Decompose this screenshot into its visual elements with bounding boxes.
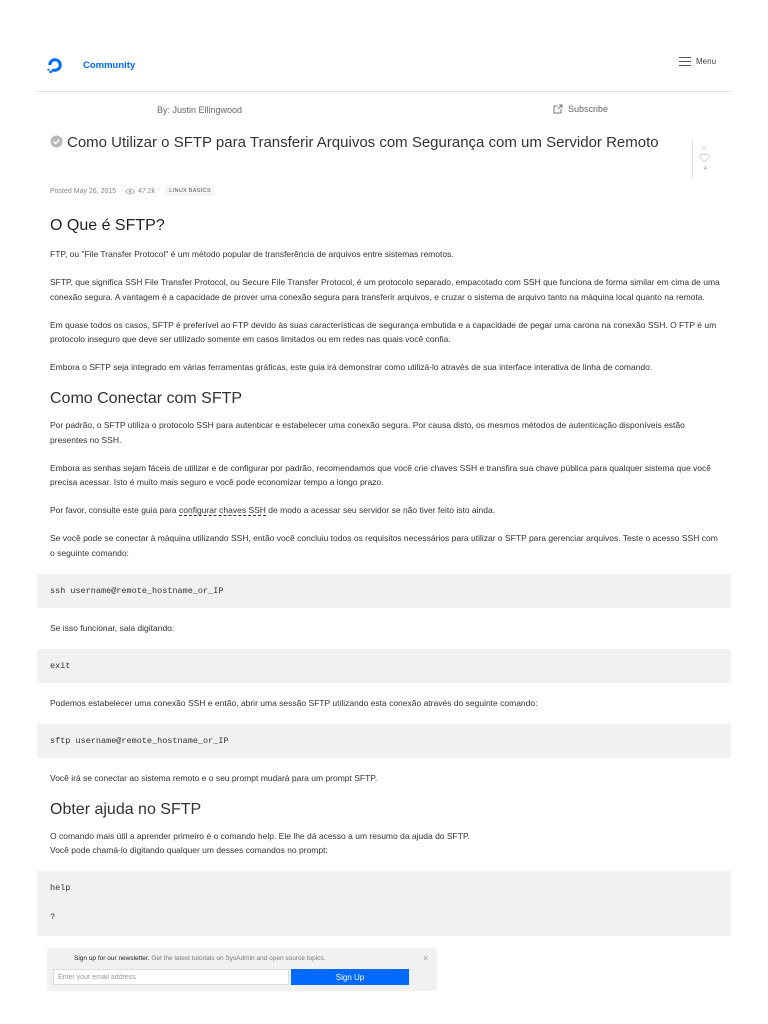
newsletter-lead: Sign up for our newsletter. <box>74 955 150 962</box>
newsletter-description: Get the latest tutorials on SysAdmin and open source topics. <box>151 955 326 962</box>
view-count <box>125 188 155 195</box>
top-nav <box>0 0 768 92</box>
hamburger-icon <box>679 57 691 66</box>
vote-column <box>692 140 712 178</box>
article-body <box>50 215 720 949</box>
sign-up-button[interactable]: Sign Up <box>291 969 409 985</box>
paragraph: Você irá se conectar ao sistema remoto e o seu prompt mudará para um prompt SFTP. <box>50 772 378 783</box>
posted-date: Posted May 26, 2015 <box>50 187 117 195</box>
subscribe-icon <box>553 104 563 114</box>
eye-icon <box>125 188 135 195</box>
nav-divider <box>37 91 731 92</box>
email-field[interactable] <box>53 969 289 985</box>
paragraph: SFTP, que significa SSH File Transfer Protocol, ou Secure File Transfer Protocol, é um protocolo separado, empacotado com SSH que funciona de forma similar em cima de uma conexão segura. A vantagem é a capacidade de prover uma conexão segura para transferir arquivos, e cruzar o sistema de arquivo tanto na máquina local quanto na remota. <box>50 277 720 302</box>
paragraph: Se você pode se conectar à máquina utilizando SSH, então você concluiu todos os requisitos necessários para utilizar o SFTP para gerenciar arquivos. Teste o acesso SSH com o seguinte comando: <box>50 533 718 558</box>
paragraph-text: de modo a acessar seu servidor se não tiver feito isto ainda. <box>265 505 496 515</box>
digitalocean-logo-icon[interactable] <box>46 56 64 74</box>
view-count-value: 47.2k <box>138 187 156 195</box>
ssh-keys-guide-link[interactable]: configurar chaves SSH <box>179 505 266 515</box>
paragraph: FTP, ou "File Transfer Protocol" é um método popular de transferência de arquivos entre sistemas remotos. <box>50 249 454 259</box>
heading-how-to-connect: Como Conectar com SFTP <box>50 390 243 407</box>
article-title-text: Como Utilizar o SFTP para Transferir Arquivos com Segurança com um Servidor Remoto <box>67 134 659 151</box>
heading-sftp-help: Obter ajuda no SFTP <box>50 800 202 818</box>
newsletter-signup <box>48 949 436 990</box>
code-line: ? <box>50 912 56 922</box>
code-line: help <box>50 883 71 893</box>
code-block-exit[interactable]: exit <box>37 649 731 683</box>
community-link[interactable]: Community <box>83 60 136 71</box>
subscribe-label: Subscribe <box>568 104 609 114</box>
paragraph <box>50 503 720 518</box>
menu-label: Menu <box>696 57 717 66</box>
paragraph: Em quase todos os casos, SFTP é preferível ao FTP devido às suas características de segurança embutida e a capacidade de pegar uma carona na conexão SSH. O FTP é um protocolo inseguro que deve ser utilizado somente em casos limitados ou em redes nas quais você confia. <box>50 319 717 344</box>
upvote-chevron-icon[interactable] <box>701 146 707 150</box>
article-meta <box>50 186 215 196</box>
heading-what-is-sftp: O Que é SFTP? <box>50 217 165 234</box>
code-block-ssh[interactable]: ssh username@remote_hostname_or_IP <box>37 574 731 608</box>
paragraph: O comando mais útil a aprender primeiro é o comando help. Ele lhe dá acesso a um resumo da ajuda do SFTP. <box>50 830 470 841</box>
paragraph: Embora as senhas sejam fáceis de utilizar e de configurar por padrão, recomendamos que você crie chaves SSH e transfira sua chave pública para qualquer sistema que você precisa acessar. Isto é muito mais seguro e você pode economizar tempo a longo prazo. <box>50 462 711 487</box>
vote-count: 4 <box>704 166 707 172</box>
tag-linux-basics[interactable]: LINUX BASICS <box>165 186 215 196</box>
author-byline[interactable]: By: Justin Ellingwood <box>157 105 243 115</box>
verified-check-icon <box>50 135 63 148</box>
paragraph: Podemos estabelecer uma conexão SSH e então, abrir uma sessão SFTP utilizando esta conexão através do seguinte comando: <box>50 697 538 708</box>
paragraph: Você pode chamá-lo digitando qualquer um desses comandos no prompt: <box>50 845 328 855</box>
paragraph: Se isso funcionar, saia digitando: <box>50 622 175 633</box>
code-block-sftp[interactable]: sftp username@remote_hostname_or_IP <box>37 724 731 758</box>
newsletter-text <box>74 955 325 962</box>
close-icon[interactable]: × <box>423 953 429 963</box>
subscribe-button[interactable] <box>553 104 608 114</box>
article-title <box>50 134 670 152</box>
menu-button[interactable] <box>679 57 716 66</box>
paragraph: Embora o SFTP seja integrado em várias ferramentas gráficas, este guia irá demonstrar como utilizá-lo através de sua interface interativa de linha de comando. <box>50 362 653 372</box>
paragraph-text: Por favor, consulte este guia para <box>50 505 179 515</box>
code-block-help[interactable] <box>37 871 731 936</box>
heart-icon[interactable] <box>699 153 710 163</box>
paragraph: Por padrão, o SFTP utiliza o protocolo SSH para autenticar e estabelecer uma conexão segura. Por causa disto, os mesmos métodos de autenticação disponíveis estão presentes no SSH. <box>50 420 685 445</box>
